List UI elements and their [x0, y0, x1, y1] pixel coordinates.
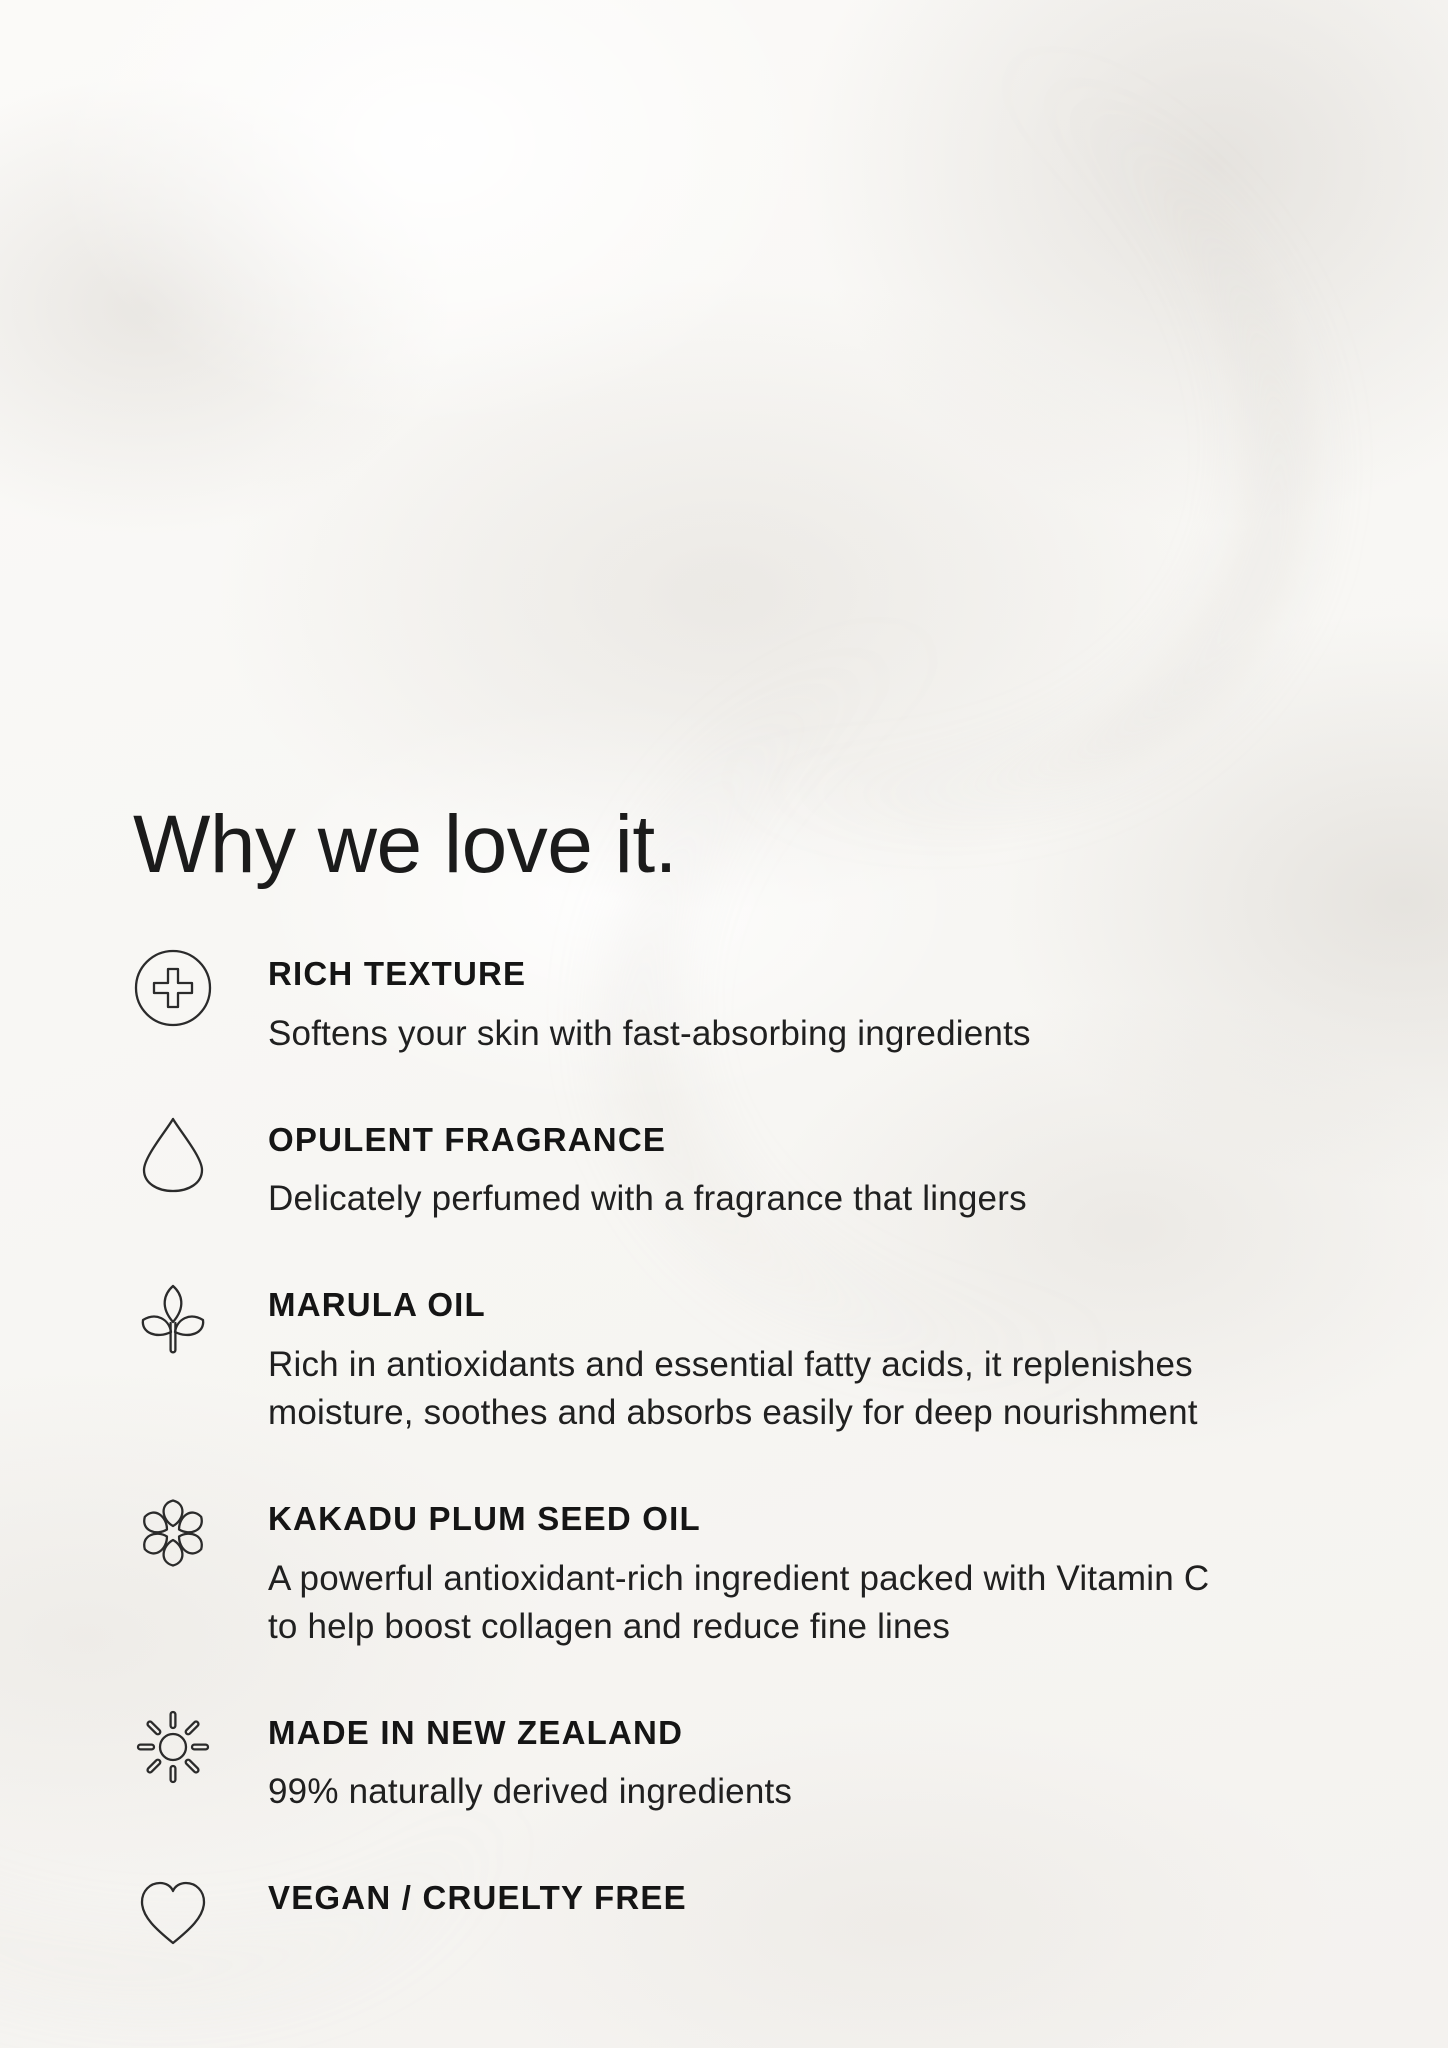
flower-icon: [133, 1493, 213, 1573]
feature-description: [268, 1341, 1198, 1437]
feature-list: [133, 954, 1378, 1952]
feature-description: [268, 1768, 792, 1816]
feature-title: VEGAN / CRUELTY FREE: [268, 1879, 687, 1917]
droplet-icon: [133, 1114, 213, 1194]
feature-title: MARULA OIL: [268, 1286, 486, 1324]
heart-icon: [133, 1872, 213, 1952]
feature-made-in-new-zealand: [133, 1713, 1378, 1817]
feature-description-line: Delicately perfumed with a fragrance that lingers: [268, 1179, 1027, 1219]
feature-rich-texture: [133, 954, 1378, 1058]
section-heading: Why we love it.: [133, 799, 677, 890]
feature-text: [268, 1499, 1209, 1651]
feature-title: RICH TEXTURE: [268, 955, 527, 993]
feature-text: [268, 1120, 1027, 1224]
feature-description: [268, 1010, 1031, 1058]
feature-text: [268, 954, 1031, 1058]
cream-texture-swirl: [223, 0, 1416, 936]
feature-opulent-fragrance: [133, 1120, 1378, 1224]
sprout-icon: [133, 1279, 213, 1359]
feature-vegan-cruelty-free: [133, 1878, 1378, 1952]
feature-description: [268, 1175, 1027, 1223]
feature-description-line: moisture, soothes and absorbs easily for deep nourishment: [268, 1393, 1198, 1433]
feature-description-line: A powerful antioxidant-rich ingredient packed with Vitamin C: [268, 1558, 1210, 1598]
feature-title: MADE IN NEW ZEALAND: [268, 1713, 684, 1751]
sun-icon: [133, 1707, 213, 1787]
feature-text: [268, 1713, 792, 1817]
feature-kakadu-plum-seed-oil: [133, 1499, 1378, 1651]
feature-marula-oil: [133, 1285, 1378, 1437]
feature-title: KAKADU PLUM SEED OIL: [268, 1500, 701, 1538]
feature-description-line: Rich in antioxidants and essential fatty acids, it replenishes: [268, 1345, 1193, 1385]
feature-title: OPULENT FRAGRANCE: [268, 1120, 667, 1158]
feature-text: [268, 1285, 1198, 1437]
feature-description-line: 99% naturally derived ingredients: [268, 1772, 793, 1812]
benefits-content: [133, 798, 1378, 1952]
feature-description-line: to help boost collagen and reduce fine lines: [268, 1606, 951, 1646]
plus-circle-icon: [133, 948, 213, 1028]
feature-description-line: Softens your skin with fast-absorbing ingredients: [268, 1013, 1031, 1053]
feature-text: [268, 1878, 687, 1918]
feature-description: [268, 1555, 1209, 1651]
